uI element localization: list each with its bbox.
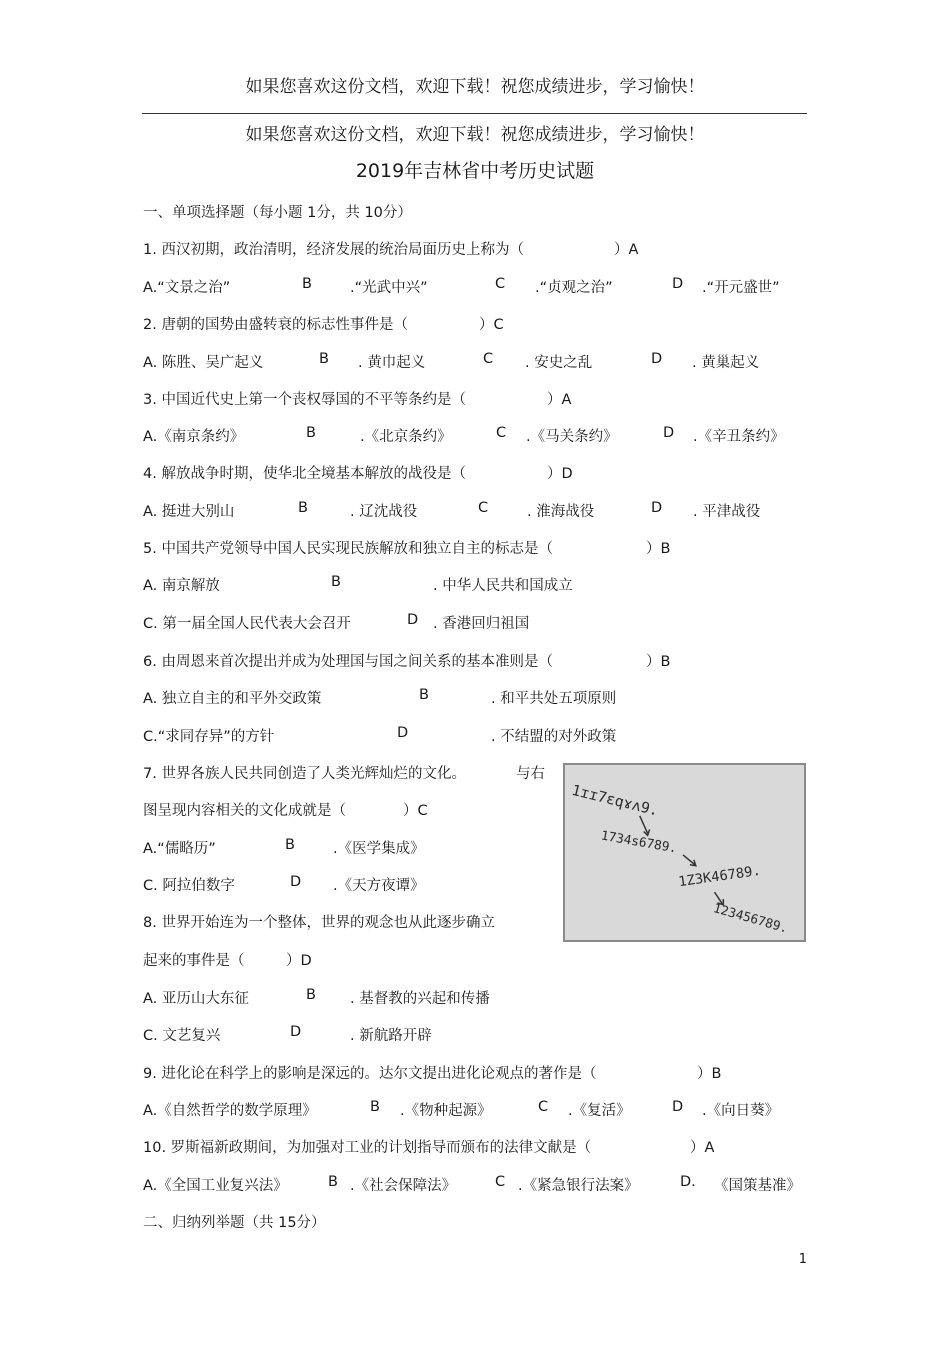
question-1-option-a: A.“文景之治” — [143, 280, 231, 296]
question-5-option-d: . 香港回归祖国 — [433, 616, 530, 632]
header-rule — [142, 113, 807, 114]
question-6-option-d-letter: D — [397, 725, 409, 741]
question-2-option-d-letter: D — [651, 351, 663, 367]
question-2-option-b: . 黄巾起义 — [358, 355, 426, 371]
question-1-option-c-letter: C — [495, 276, 506, 292]
question-10-option-d: 《国策基准》 — [714, 1178, 801, 1194]
question-10-option-a: A.《全国工业复兴法》 — [143, 1178, 288, 1194]
question-2-option-a: A. 陈胜、吴广起义 — [143, 355, 264, 371]
question-7-answer: ）C — [403, 803, 428, 819]
question-5-answer: ）B — [646, 541, 671, 557]
question-2-option-b-letter: B — [319, 351, 329, 367]
question-10-stem: 10. 罗斯福新政期间，为加强对工业的计划指导而颁布的法律文献是（ — [143, 1140, 592, 1156]
question-8-option-d-letter: D — [290, 1024, 302, 1040]
question-8-option-d: . 新航路开辟 — [350, 1028, 432, 1044]
question-4-option-b: . 辽沈战役 — [350, 504, 418, 520]
question-1-option-b-letter: B — [302, 276, 312, 292]
question-5-option-d-letter: D — [407, 612, 419, 628]
question-7-option-d-letter: D — [290, 874, 302, 890]
question-2-option-d: . 黄巢起义 — [692, 355, 760, 371]
question-5-option-b-letter: B — [331, 574, 341, 590]
question-10-option-b: .《社会保障法》 — [350, 1178, 457, 1194]
question-6-answer: ）B — [646, 654, 671, 670]
question-4-option-a: A. 挺进大别山 — [143, 504, 235, 520]
question-5-stem: 5. 中国共产党领导中国人民实现民族解放和独立自主的标志是（ — [143, 541, 553, 557]
question-3-option-b-letter: B — [306, 425, 316, 441]
question-8-option-a: A. 亚历山大东征 — [143, 991, 249, 1007]
question-4-answer: ）D — [547, 466, 573, 482]
question-10-answer: ）A — [690, 1140, 715, 1156]
question-3-option-d: .《辛丑条约》 — [693, 429, 785, 445]
question-5-option-a: A. 南京解放 — [143, 578, 220, 594]
question-9-option-c: .《复活》 — [568, 1103, 631, 1119]
question-8-option-b: . 基督教的兴起和传播 — [350, 991, 490, 1007]
question-6-option-b-letter: B — [419, 687, 429, 703]
question-6-option-d: . 不结盟的对外政策 — [491, 729, 617, 745]
question-4-stem: 4. 解放战争时期，使华北全境基本解放的战役是（ — [143, 466, 466, 482]
question-8-option-c: C. 文艺复兴 — [143, 1028, 221, 1044]
question-8-stem-line-2: 起来的事件是（ — [143, 953, 245, 969]
question-9-option-b-letter: B — [370, 1099, 380, 1115]
question-7-option-b: .《医学集成》 — [333, 841, 425, 857]
question-8-option-b-letter: B — [306, 987, 316, 1003]
section-heading-2: 二、归纳列举题（共 15分） — [143, 1215, 326, 1231]
question-5-option-c: C. 第一届全国人民代表大会召开 — [143, 616, 351, 632]
question-7-stem-tail: 与右 — [516, 766, 545, 782]
question-9-stem: 9. 进化论在科学上的影响是深远的。达尔文提出进化论观点的著作是（ — [143, 1066, 597, 1082]
question-10-option-c: .《紧急银行法案》 — [518, 1178, 639, 1194]
question-6-option-c: C.“求同存异”的方针 — [143, 729, 275, 745]
question-3-option-c-letter: C — [496, 425, 507, 441]
question-1-answer: ）A — [614, 242, 639, 258]
question-7-option-b-letter: B — [285, 837, 295, 853]
question-1-option-d: .“开元盛世” — [702, 280, 780, 296]
question-9-option-b: .《物种起源》 — [400, 1103, 492, 1119]
question-7-stem: 7. 世界各族人民共同创造了人类光辉灿烂的文化。 — [143, 766, 466, 782]
page-number: 1 — [798, 1252, 807, 1267]
question-9-option-d-letter: D — [672, 1099, 684, 1115]
question-1-stem: 1. 西汉初期，政治清明，经济发展的统治局面历史上称为（ — [143, 242, 524, 258]
question-2-stem: 2. 唐朝的国势由盛转衰的标志性事件是（ — [143, 317, 408, 333]
figure-line-4: 123456789. — [711, 901, 790, 937]
question-10-option-b-letter: B — [328, 1174, 338, 1190]
question-1-option-c: .“贞观之治” — [535, 280, 613, 296]
question-10-option-c-letter: C — [495, 1174, 506, 1190]
question-9-answer: ）B — [697, 1066, 722, 1082]
header-line-1: 如果您喜欢这份文档，欢迎下载！祝您成绩进步，学习愉快！ — [245, 77, 705, 97]
question-4-option-d: . 平津战役 — [693, 504, 761, 520]
question-10-option-d-letter: D. — [680, 1174, 696, 1190]
question-3-stem: 3. 中国近代史上第一个丧权辱国的不平等条约是（ — [143, 392, 466, 408]
figure-line-3: 1Z3K46789. — [677, 862, 762, 891]
question-9-option-a: A.《自然哲学的数学原理》 — [143, 1103, 317, 1119]
question-3-option-c: .《马关条约》 — [526, 429, 618, 445]
question-9-option-c-letter: C — [538, 1099, 549, 1115]
question-9-option-d: .《向日葵》 — [702, 1103, 780, 1119]
question-6-stem: 6. 由周恩来首次提出并成为处理国与国之间关系的基本准则是（ — [143, 654, 553, 670]
figure-line-2: 1734s6789. — [599, 828, 679, 857]
question-6-option-a: A. 独立自主的和平外交政策 — [143, 691, 322, 707]
question-7-stem-line-2: 图呈现内容相关的文化成就是（ — [143, 803, 346, 819]
question-7-option-a: A.“儒略历” — [143, 841, 216, 857]
question-2-option-c: . 安史之乱 — [525, 355, 593, 371]
question-3-option-b: .《北京条约》 — [360, 429, 452, 445]
question-8-stem: 8. 世界开始连为一个整体，世界的观念也从此逐步确立 — [143, 915, 495, 931]
figure-line-1: 1ɪɪ7ɛqɤʌ9. — [569, 781, 661, 820]
question-5-option-b: . 中华人民共和国成立 — [433, 578, 573, 594]
question-3-answer: ）A — [547, 392, 572, 408]
question-7-option-c: C. 阿拉伯数字 — [143, 878, 235, 894]
question-2-option-c-letter: C — [483, 351, 494, 367]
question-1-option-b: .“光武中兴” — [350, 280, 428, 296]
question-7-option-d: .《天方夜谭》 — [333, 878, 425, 894]
question-4-option-c: . 淮海战役 — [527, 504, 595, 520]
numerals-evolution-image — [563, 763, 806, 942]
question-6-option-b: . 和平共处五项原则 — [491, 691, 617, 707]
question-1-option-d-letter: D — [672, 276, 684, 292]
header-line-2: 如果您喜欢这份文档，欢迎下载！祝您成绩进步，学习愉快！ — [245, 125, 705, 145]
question-8-answer: ）D — [286, 953, 312, 969]
question-4-option-d-letter: D — [651, 500, 663, 516]
question-3-option-a: A.《南京条约》 — [143, 429, 245, 445]
question-2-answer: ）C — [479, 317, 504, 333]
section-heading-1: 一、单项选择题（每小题 1分，共 10分） — [143, 205, 412, 221]
question-4-option-b-letter: B — [298, 500, 308, 516]
document-title: 2019年吉林省中考历史试题 — [355, 160, 595, 182]
question-4-option-c-letter: C — [478, 500, 489, 516]
question-3-option-d-letter: D — [663, 425, 675, 441]
